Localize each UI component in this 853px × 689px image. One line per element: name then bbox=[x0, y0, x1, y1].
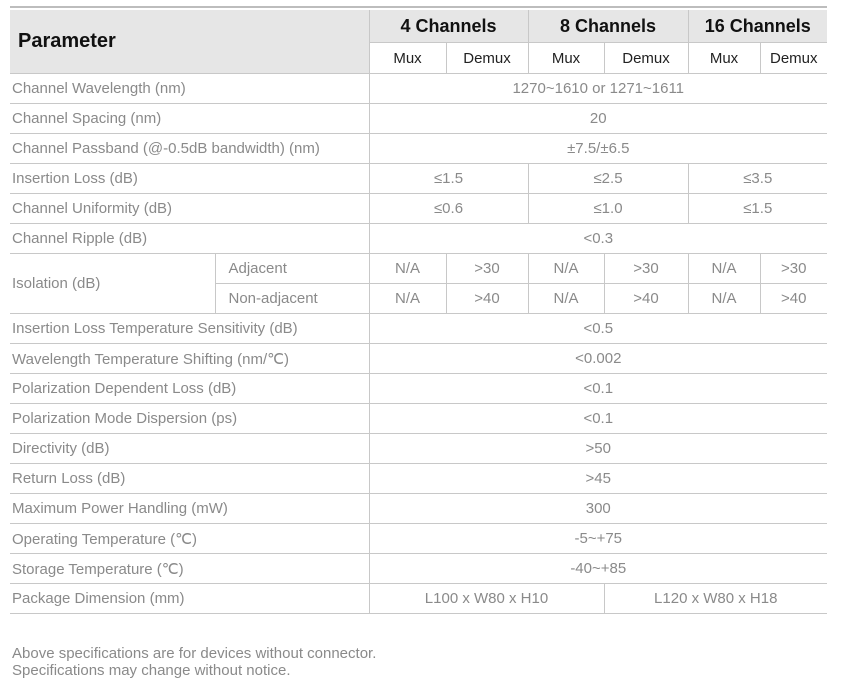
row-value: 1270~1610 or 1271~1611 bbox=[369, 74, 827, 104]
row-value: >40 bbox=[446, 284, 528, 314]
row-value: ≤3.5 bbox=[688, 164, 827, 194]
table-row bbox=[10, 554, 827, 584]
row-value: >50 bbox=[369, 434, 827, 464]
parameter-header: Parameter bbox=[10, 10, 369, 74]
table-row bbox=[10, 194, 827, 224]
row-value: N/A bbox=[369, 284, 446, 314]
row-value: N/A bbox=[528, 284, 604, 314]
row-value: -5~+75 bbox=[369, 524, 827, 554]
row-value: >30 bbox=[760, 254, 827, 284]
table-row bbox=[10, 254, 827, 284]
row-value: 300 bbox=[369, 494, 827, 524]
row-label: Channel Wavelength (nm) bbox=[10, 74, 369, 104]
row-value: L100 x W80 x H10 bbox=[369, 584, 604, 614]
row-value: L120 x W80 x H18 bbox=[604, 584, 827, 614]
row-label: Insertion Loss Temperature Sensitivity (dB) bbox=[10, 314, 369, 344]
row-label: Isolation (dB) bbox=[10, 254, 215, 314]
sub-header-demux: Demux bbox=[446, 43, 528, 74]
row-label: Wavelength Temperature Shifting (nm/℃) bbox=[10, 344, 369, 374]
table-row bbox=[10, 314, 827, 344]
row-value: <0.1 bbox=[369, 374, 827, 404]
row-value: ≤1.5 bbox=[369, 164, 528, 194]
row-value: ≤0.6 bbox=[369, 194, 528, 224]
row-value: >40 bbox=[604, 284, 688, 314]
sub-header-demux: Demux bbox=[604, 43, 688, 74]
row-value: -40~+85 bbox=[369, 554, 827, 584]
row-label: Channel Uniformity (dB) bbox=[10, 194, 369, 224]
row-value: ≤1.5 bbox=[688, 194, 827, 224]
table-row bbox=[10, 494, 827, 524]
table-row bbox=[10, 464, 827, 494]
row-value: <0.1 bbox=[369, 404, 827, 434]
row-label: Operating Temperature (℃) bbox=[10, 524, 369, 554]
table-row bbox=[10, 584, 827, 614]
table-row bbox=[10, 164, 827, 194]
header-row-channels bbox=[10, 10, 827, 43]
sub-header-mux: Mux bbox=[369, 43, 446, 74]
row-value: ±7.5/±6.5 bbox=[369, 134, 827, 164]
group-header-4ch: 4 Channels bbox=[369, 10, 528, 43]
row-label: Storage Temperature (℃) bbox=[10, 554, 369, 584]
table-row bbox=[10, 524, 827, 554]
table-row bbox=[10, 374, 827, 404]
row-label: Package Dimension (mm) bbox=[10, 584, 369, 614]
sub-label-non-adjacent: Non-adjacent bbox=[215, 284, 369, 314]
row-label: Maximum Power Handling (mW) bbox=[10, 494, 369, 524]
row-value: >30 bbox=[446, 254, 528, 284]
row-value: N/A bbox=[369, 254, 446, 284]
row-label: Return Loss (dB) bbox=[10, 464, 369, 494]
row-value: ≤2.5 bbox=[528, 164, 688, 194]
sub-header-demux: Demux bbox=[760, 43, 827, 74]
row-label: Polarization Dependent Loss (dB) bbox=[10, 374, 369, 404]
group-header-16ch: 16 Channels bbox=[688, 10, 827, 43]
spec-table bbox=[10, 10, 827, 614]
row-value: >45 bbox=[369, 464, 827, 494]
row-value: >40 bbox=[760, 284, 827, 314]
row-label: Channel Ripple (dB) bbox=[10, 224, 369, 254]
row-value: ≤1.0 bbox=[528, 194, 688, 224]
row-label: Directivity (dB) bbox=[10, 434, 369, 464]
row-value: 20 bbox=[369, 104, 827, 134]
row-value: <0.5 bbox=[369, 314, 827, 344]
table-row bbox=[10, 104, 827, 134]
table-row bbox=[10, 404, 827, 434]
row-value: <0.002 bbox=[369, 344, 827, 374]
row-value: <0.3 bbox=[369, 224, 827, 254]
top-rule bbox=[10, 6, 827, 8]
table-row bbox=[10, 434, 827, 464]
row-value: N/A bbox=[688, 254, 760, 284]
footnote: Specifications may change without notice. bbox=[12, 662, 291, 679]
row-value: N/A bbox=[528, 254, 604, 284]
row-label: Insertion Loss (dB) bbox=[10, 164, 369, 194]
table-row bbox=[10, 344, 827, 374]
row-value: >30 bbox=[604, 254, 688, 284]
row-label: Polarization Mode Dispersion (ps) bbox=[10, 404, 369, 434]
row-label: Channel Passband (@-0.5dB bandwidth) (nm) bbox=[10, 134, 369, 164]
table-row bbox=[10, 134, 827, 164]
table-row bbox=[10, 74, 827, 104]
group-header-8ch: 8 Channels bbox=[528, 10, 688, 43]
footnotes bbox=[12, 645, 376, 679]
footnote: Above specifications are for devices without connector. bbox=[12, 645, 377, 662]
row-label: Channel Spacing (nm) bbox=[10, 104, 369, 134]
sub-header-mux: Mux bbox=[688, 43, 760, 74]
sub-label-adjacent: Adjacent bbox=[215, 254, 369, 284]
sub-header-mux: Mux bbox=[528, 43, 604, 74]
table-row bbox=[10, 224, 827, 254]
row-value: N/A bbox=[688, 284, 760, 314]
